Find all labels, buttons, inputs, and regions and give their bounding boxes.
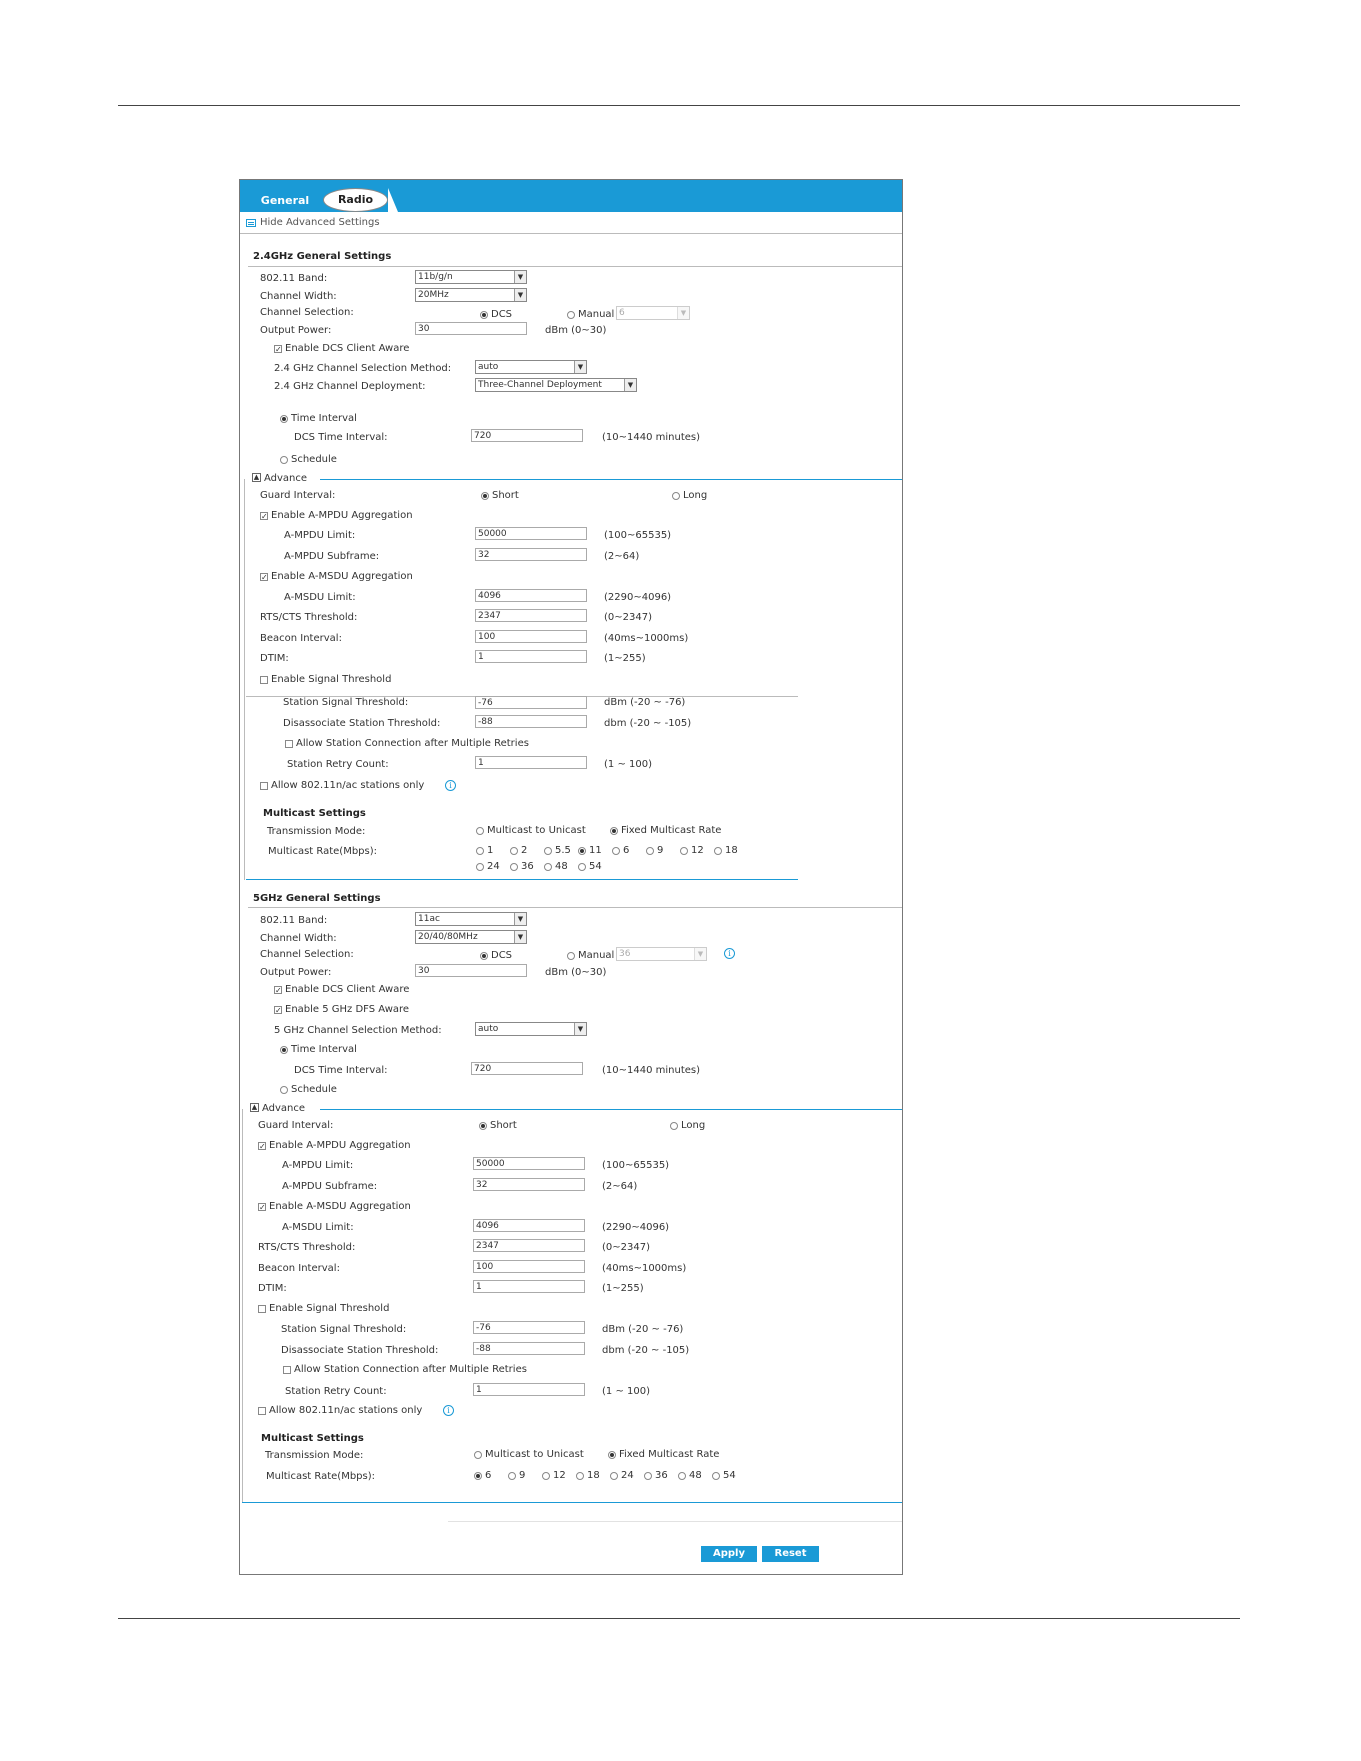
tab-general[interactable]: General <box>260 194 310 207</box>
nac-only-label: Allow 802.11n/ac stations only <box>271 780 425 791</box>
rts-input[interactable]: 2347 <box>473 1239 585 1252</box>
guard-short-label: Short <box>492 490 519 501</box>
dcs-interval-unit: (10~1440 minutes) <box>602 432 701 443</box>
output-power-unit: dBm (0~30) <box>545 325 607 336</box>
rate-label-36: 36 <box>655 1470 668 1481</box>
amsdu-label: Enable A-MSDU Aggregation <box>271 571 413 582</box>
dcs-label: DCS <box>491 950 513 961</box>
channel-width-label: Channel Width: <box>260 291 337 302</box>
rate-radio-9[interactable] <box>508 1472 516 1480</box>
dcs-radio[interactable] <box>480 952 488 960</box>
amsdu-limit-input[interactable]: 4096 <box>475 589 587 602</box>
allow-retry-checkbox[interactable] <box>285 740 293 748</box>
reset-button[interactable]: Reset <box>762 1546 819 1562</box>
multicast-rate-label: Multicast Rate(Mbps): <box>266 1471 376 1482</box>
dcs-interval-label: DCS Time Interval: <box>294 432 388 443</box>
nac-only-checkbox[interactable] <box>258 1407 266 1415</box>
time-interval-label: Time Interval <box>291 413 357 424</box>
beacon-range: (40ms~1000ms) <box>602 1263 687 1274</box>
guard-interval-label: Guard Interval: <box>260 490 336 501</box>
time-interval-radio[interactable] <box>280 415 288 423</box>
selection-method-select[interactable] <box>475 360 587 374</box>
rate-label-18: 18 <box>725 845 738 856</box>
dcs-interval-unit: (10~1440 minutes) <box>602 1065 701 1076</box>
amsdu-limit-range: (2290~4096) <box>602 1222 670 1233</box>
channel-width-select[interactable] <box>415 930 527 944</box>
dtim-range: (1~255) <box>604 653 646 664</box>
channel-width-label: Channel Width: <box>260 933 337 944</box>
rate-radio-48[interactable] <box>544 863 552 871</box>
disassociate-input[interactable]: -88 <box>473 1342 585 1355</box>
collapse-icon[interactable]: ▲ <box>253 473 260 481</box>
rate-label-11: 11 <box>589 845 602 856</box>
ampdu-label: Enable A-MPDU Aggregation <box>271 510 413 521</box>
rate-radio-11[interactable] <box>578 847 586 855</box>
nac-only-label: Allow 802.11n/ac stations only <box>269 1405 423 1416</box>
manual-channel-select[interactable] <box>616 947 707 961</box>
chevron-down-icon: ▼ <box>514 289 526 301</box>
station-signal-input[interactable]: -76 <box>475 696 587 709</box>
guard-short-radio[interactable] <box>481 492 489 500</box>
guard-long-label: Long <box>681 1120 706 1131</box>
rate-radio-12[interactable] <box>542 1472 550 1480</box>
rate-radio-48[interactable] <box>678 1472 686 1480</box>
rate-label-9: 9 <box>657 845 664 856</box>
rts-label: RTS/CTS Threshold: <box>258 1242 356 1253</box>
channel-deployment-label: 2.4 GHz Channel Deployment: <box>274 381 426 392</box>
tab-bar <box>240 180 902 212</box>
page-top-rule <box>118 105 1240 106</box>
section-title-5ghz: 5GHz General Settings <box>253 893 381 904</box>
ampdu-limit-range: (100~65535) <box>602 1160 670 1171</box>
chevron-down-icon: ▼ <box>514 931 526 943</box>
output-power-label: Output Power: <box>260 967 332 978</box>
info-icon[interactable]: i <box>443 1405 454 1416</box>
rate-label-54: 54 <box>589 861 602 872</box>
channel-selection-label: Channel Selection: <box>260 949 354 960</box>
band-label: 802.11 Band: <box>260 273 328 284</box>
rate-label-12: 12 <box>691 845 704 856</box>
channel-deployment-select[interactable] <box>475 378 637 392</box>
retry-count-input[interactable]: 1 <box>475 756 587 769</box>
allow-retry-label: Allow Station Connection after Multiple Retries <box>296 738 529 749</box>
beacon-range: (40ms~1000ms) <box>604 633 689 644</box>
dtim-input[interactable]: 1 <box>473 1280 585 1293</box>
fixed-rate-radio[interactable] <box>608 1451 616 1459</box>
station-signal-label: Station Signal Threshold: <box>281 1324 407 1335</box>
selection-method-select[interactable] <box>475 1022 587 1036</box>
apply-button[interactable]: Apply <box>701 1546 757 1562</box>
selection-method-value: auto <box>478 362 499 372</box>
chevron-down-icon: ▼ <box>624 379 636 391</box>
band-value: 11b/g/n <box>418 272 453 282</box>
dfs-aware-label: Enable 5 GHz DFS Aware <box>285 1004 410 1015</box>
collapse-icon[interactable]: ▲ <box>251 1103 258 1111</box>
dtim-label: DTIM: <box>260 653 289 664</box>
rate-label-54: 54 <box>723 1470 736 1481</box>
signal-threshold-checkbox[interactable] <box>260 676 268 684</box>
section-underline <box>248 907 902 908</box>
amsdu-limit-label: A-MSDU Limit: <box>282 1222 354 1233</box>
rts-label: RTS/CTS Threshold: <box>260 612 358 623</box>
signal-threshold-label: Enable Signal Threshold <box>269 1303 390 1314</box>
rate-label-12: 12 <box>553 1470 566 1481</box>
rate-radio-2[interactable] <box>510 847 518 855</box>
rate-radio-5.5[interactable] <box>544 847 552 855</box>
retry-count-range: (1 ~ 100) <box>604 759 652 770</box>
rate-radio-36[interactable] <box>644 1472 652 1480</box>
radio-settings-panel <box>239 179 903 1575</box>
disassociate-label: Disassociate Station Threshold: <box>283 718 441 729</box>
ampdu-subframe-input[interactable]: 32 <box>475 548 587 561</box>
chevron-down-icon: ▼ <box>574 1023 586 1035</box>
ampdu-limit-input[interactable]: 50000 <box>475 527 587 540</box>
guard-long-label: Long <box>683 490 708 501</box>
tab-radio[interactable]: Radio <box>323 188 388 212</box>
multicast-rate-label: Multicast Rate(Mbps): <box>268 846 378 857</box>
manual-channel-value: 36 <box>619 949 631 959</box>
dtim-range: (1~255) <box>602 1283 644 1294</box>
hide-advanced-link[interactable]: Hide Advanced Settings <box>260 217 380 228</box>
channel-selection-label: Channel Selection: <box>260 307 354 318</box>
advance-title: Advance <box>262 1103 306 1114</box>
advance-line <box>320 479 902 480</box>
rate-label-5.5: 5.5 <box>555 845 571 856</box>
rate-label-1: 1 <box>487 845 494 856</box>
rate-radio-24[interactable] <box>476 863 484 871</box>
dcs-interval-label: DCS Time Interval: <box>294 1065 388 1076</box>
tx-mode-label: Transmission Mode: <box>265 1450 364 1461</box>
guard-interval-label: Guard Interval: <box>258 1120 334 1131</box>
disassociate-range: dbm (-20 ~ -105) <box>602 1345 690 1356</box>
schedule-radio[interactable] <box>280 1086 288 1094</box>
signal-threshold-label: Enable Signal Threshold <box>271 674 392 685</box>
advance-left-border <box>244 479 245 880</box>
time-interval-radio[interactable] <box>280 1046 288 1054</box>
advance-title: Advance <box>264 473 308 484</box>
guard-short-radio[interactable] <box>479 1122 487 1130</box>
rate-label-6: 6 <box>623 845 630 856</box>
ampdu-limit-label: A-MPDU Limit: <box>282 1160 354 1171</box>
amsdu-limit-label: A-MSDU Limit: <box>284 592 356 603</box>
fixed-rate-radio[interactable] <box>610 827 618 835</box>
retry-count-label: Station Retry Count: <box>287 759 389 770</box>
rate-radio-18[interactable] <box>576 1472 584 1480</box>
manual-label: Manual <box>578 950 615 961</box>
footer-divider <box>448 1521 902 1522</box>
rate-label-24: 24 <box>487 861 500 872</box>
channel-width-value: 20MHz <box>418 290 449 300</box>
time-interval-label: Time Interval <box>291 1044 357 1055</box>
selection-method-label: 5 GHz Channel Selection Method: <box>274 1025 442 1036</box>
amsdu-limit-range: (2290~4096) <box>604 592 672 603</box>
beacon-label: Beacon Interval: <box>258 1263 340 1274</box>
band-value: 11ac <box>418 914 440 924</box>
client-aware-label: Enable DCS Client Aware <box>285 343 410 354</box>
rate-label-48: 48 <box>689 1470 702 1481</box>
dcs-label: DCS <box>491 309 513 320</box>
band-select[interactable] <box>415 270 527 284</box>
manual-channel-select[interactable] <box>616 306 690 320</box>
advance-line <box>320 1109 902 1110</box>
tab-notch <box>388 188 398 212</box>
station-signal-label: Station Signal Threshold: <box>283 697 409 708</box>
divider <box>240 233 902 234</box>
amsdu-checkbox[interactable]: ✓ <box>261 573 268 582</box>
manual-channel-value: 6 <box>619 308 625 318</box>
retry-count-range: (1 ~ 100) <box>602 1386 650 1397</box>
ampdu-checkbox[interactable]: ✓ <box>259 1142 266 1151</box>
retry-count-label: Station Retry Count: <box>285 1386 387 1397</box>
fixed-rate-label: Fixed Multicast Rate <box>619 1449 720 1460</box>
schedule-radio[interactable] <box>280 456 288 464</box>
multicast-unicast-label: Multicast to Unicast <box>485 1449 584 1460</box>
ampdu-subframe-label: A-MPDU Subframe: <box>282 1181 378 1192</box>
client-aware-checkbox[interactable]: ✓ <box>275 345 282 354</box>
chevron-down-icon: ▼ <box>514 271 526 283</box>
manual-radio[interactable] <box>567 952 575 960</box>
guard-long-radio[interactable] <box>670 1122 678 1130</box>
allow-retry-label: Allow Station Connection after Multiple Retries <box>294 1364 527 1375</box>
rts-range: (0~2347) <box>604 612 652 623</box>
selection-method-value: auto <box>478 1024 499 1034</box>
rate-radio-18[interactable] <box>714 847 722 855</box>
ampdu-label: Enable A-MPDU Aggregation <box>269 1140 411 1151</box>
fixed-rate-label: Fixed Multicast Rate <box>621 825 722 836</box>
list-icon[interactable] <box>246 219 256 227</box>
beacon-label: Beacon Interval: <box>260 633 342 644</box>
amsdu-limit-input[interactable]: 4096 <box>473 1219 585 1232</box>
schedule-label: Schedule <box>291 1084 337 1095</box>
rts-input[interactable]: 2347 <box>475 609 587 622</box>
beacon-input[interactable]: 100 <box>475 630 587 643</box>
rate-radio-36[interactable] <box>510 863 518 871</box>
station-signal-range: dBm (-20 ~ -76) <box>604 697 686 708</box>
dtim-input[interactable]: 1 <box>475 650 587 663</box>
manual-radio[interactable] <box>567 311 575 319</box>
client-aware-checkbox[interactable]: ✓ <box>275 986 282 995</box>
ampdu-limit-label: A-MPDU Limit: <box>284 530 356 541</box>
advance-left-border <box>242 1109 243 1503</box>
ampdu-checkbox[interactable]: ✓ <box>261 512 268 521</box>
beacon-input[interactable]: 100 <box>473 1260 585 1273</box>
output-power-label: Output Power: <box>260 325 332 336</box>
output-power-unit: dBm (0~30) <box>545 967 607 978</box>
info-icon[interactable]: i <box>724 948 735 959</box>
dtim-label: DTIM: <box>258 1283 287 1294</box>
ampdu-limit-input[interactable]: 50000 <box>473 1157 585 1170</box>
multicast-unicast-radio[interactable] <box>476 827 484 835</box>
dfs-aware-checkbox[interactable]: ✓ <box>275 1006 282 1015</box>
tx-mode-label: Transmission Mode: <box>267 826 366 837</box>
manual-label: Manual <box>578 309 615 320</box>
rate-label-6: 6 <box>485 1470 492 1481</box>
selection-method-label: 2.4 GHz Channel Selection Method: <box>274 363 452 374</box>
rate-label-48: 48 <box>555 861 568 872</box>
retry-count-input[interactable]: 1 <box>473 1383 585 1396</box>
rate-label-36: 36 <box>521 861 534 872</box>
chevron-down-icon: ▼ <box>514 913 526 925</box>
chevron-down-icon: ▼ <box>574 361 586 373</box>
channel-width-select[interactable] <box>415 288 527 302</box>
rate-radio-6[interactable] <box>474 1472 482 1480</box>
disassociate-input[interactable]: -88 <box>475 715 587 728</box>
rts-range: (0~2347) <box>602 1242 650 1253</box>
advance-bottom-line <box>246 879 798 880</box>
dcs-interval-input[interactable]: 720 <box>471 429 583 442</box>
rate-label-9: 9 <box>519 1470 526 1481</box>
rate-radio-12[interactable] <box>680 847 688 855</box>
station-signal-input[interactable]: -76 <box>473 1321 585 1334</box>
ampdu-subframe-range: (2~64) <box>604 551 640 562</box>
guard-long-radio[interactable] <box>672 492 680 500</box>
rate-radio-54[interactable] <box>712 1472 720 1480</box>
rate-radio-9[interactable] <box>646 847 654 855</box>
rate-radio-54[interactable] <box>578 863 586 871</box>
section-title-24ghz: 2.4GHz General Settings <box>253 251 392 262</box>
multicast-title: Multicast Settings <box>263 808 366 819</box>
signal-threshold-checkbox[interactable] <box>258 1305 266 1313</box>
rate-radio-6[interactable] <box>612 847 620 855</box>
rate-radio-24[interactable] <box>610 1472 618 1480</box>
ampdu-subframe-label: A-MPDU Subframe: <box>284 551 380 562</box>
nac-only-checkbox[interactable] <box>260 782 268 790</box>
rate-label-2: 2 <box>521 845 528 856</box>
client-aware-label: Enable DCS Client Aware <box>285 984 410 995</box>
dcs-radio[interactable] <box>480 311 488 319</box>
ampdu-subframe-input[interactable]: 32 <box>473 1178 585 1191</box>
allow-retry-checkbox[interactable] <box>283 1366 291 1374</box>
channel-width-value: 20/40/80MHz <box>418 932 478 942</box>
amsdu-checkbox[interactable]: ✓ <box>259 1203 266 1212</box>
output-power-input[interactable]: 30 <box>415 964 527 977</box>
multicast-title: Multicast Settings <box>261 1433 364 1444</box>
info-icon[interactable]: i <box>445 780 456 791</box>
disassociate-range: dbm (-20 ~ -105) <box>604 718 692 729</box>
disassociate-label: Disassociate Station Threshold: <box>281 1345 439 1356</box>
band-label: 802.11 Band: <box>260 915 328 926</box>
section-underline <box>248 266 902 267</box>
ampdu-subframe-range: (2~64) <box>602 1181 638 1192</box>
advance-bottom-line <box>242 1502 902 1503</box>
guard-short-label: Short <box>490 1120 517 1131</box>
chevron-down-icon: ▼ <box>677 307 689 319</box>
dcs-interval-input[interactable]: 720 <box>471 1062 583 1075</box>
chevron-down-icon: ▼ <box>694 948 706 960</box>
amsdu-label: Enable A-MSDU Aggregation <box>269 1201 411 1212</box>
rate-label-24: 24 <box>621 1470 634 1481</box>
multicast-unicast-radio[interactable] <box>474 1451 482 1459</box>
page-bottom-rule <box>118 1618 1240 1619</box>
rate-radio-1[interactable] <box>476 847 484 855</box>
output-power-input[interactable]: 30 <box>415 322 527 335</box>
station-signal-range: dBm (-20 ~ -76) <box>602 1324 684 1335</box>
rate-label-18: 18 <box>587 1470 600 1481</box>
channel-deployment-value: Three-Channel Deployment <box>478 380 602 390</box>
multicast-unicast-label: Multicast to Unicast <box>487 825 586 836</box>
band-select[interactable] <box>415 912 527 926</box>
ampdu-limit-range: (100~65535) <box>604 530 672 541</box>
schedule-label: Schedule <box>291 454 337 465</box>
